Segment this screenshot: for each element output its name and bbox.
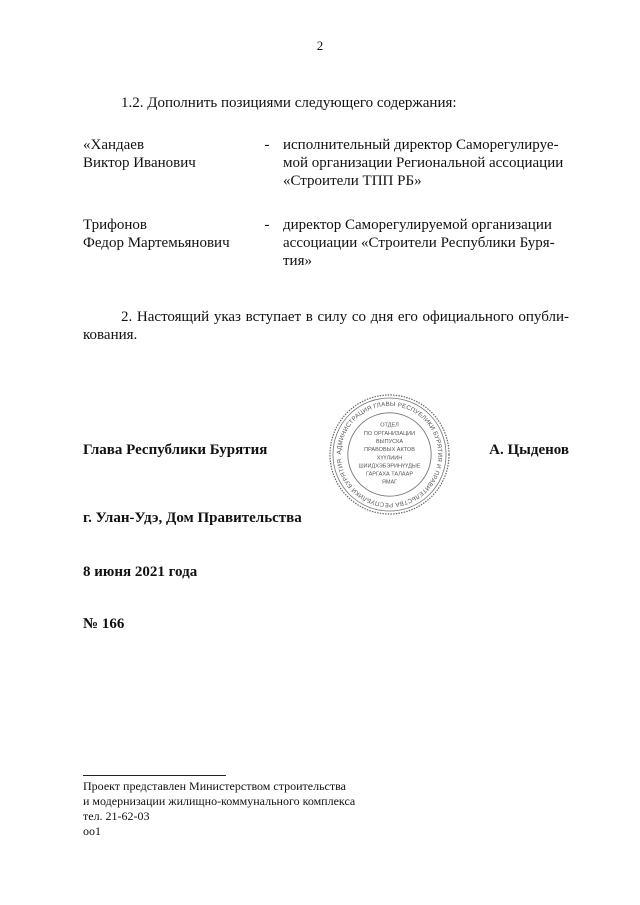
footnote-phone: тел. 21-62-03 [83, 809, 150, 823]
seal-center-text [358, 423, 420, 486]
member-2-desc-line-1: директор Саморегулируемой организации [283, 217, 552, 233]
member-1-desc-line-3: «Строители ТПП РБ» [283, 173, 422, 189]
member-2-given-name: Федор Мартемьянович [83, 235, 230, 251]
footnote-line-1: Проект представлен Министерством строительства [83, 779, 346, 793]
member-2-dash: - [264, 217, 270, 233]
seal-center-line: ВЫПУСКА [375, 438, 404, 445]
member-1-dash: - [264, 137, 270, 153]
footnote-line-2: и модернизации жилищно-коммунального комплекса [83, 794, 356, 808]
member-2-desc-line-2: ассоциации «Строители Республики Буря- [283, 235, 555, 251]
place-of-signing: г. Улан-Удэ, Дом Правительства [83, 510, 302, 526]
member-2-surname: Трифонов [83, 217, 147, 233]
signatory-title: Глава Республики Бурятия [83, 442, 268, 458]
clause-2-line-2: кования. [83, 327, 138, 343]
seal-center-line: ХҮҮЛИИН [376, 455, 403, 462]
member-1-desc-line-1: исполнительный директор Саморегулируе- [283, 137, 559, 153]
member-1-desc-line-2: мой организации Региональной ассоциации [283, 155, 564, 171]
seal-center-line: ПРАВОВЫХ АКТОВ [364, 447, 415, 454]
member-1-given-name: Виктор Иванович [83, 155, 196, 171]
clause-2-line-1: 2. Настоящий указ вступает в силу со дня его официального опубли- [121, 309, 569, 325]
official-seal-stamp [328, 393, 451, 516]
footnote-divider [83, 775, 226, 776]
page-number: 2 [316, 38, 324, 53]
decree-number: № 166 [83, 616, 125, 632]
seal-center-line: ОТДЕЛ [380, 422, 399, 429]
seal-center-line: ШИИДХЭБЭРИНҮҮДЫЕ [358, 463, 421, 470]
seal-center-line: ЯМАГ [381, 479, 398, 486]
footnote-code: оо1 [83, 824, 101, 838]
member-2-desc-line-3: тия» [283, 253, 312, 269]
member-1-surname: «Хандаев [83, 137, 145, 153]
seal-center-line: ГАРГАХА ТАЛААР [365, 471, 414, 478]
signatory-name: А. Цыденов [489, 442, 569, 458]
clause-1-2-intro: 1.2. Дополнить позициями следующего содержания: [121, 95, 457, 111]
seal-center-line: ПО ОРГАНИЗАЦИИ [363, 430, 416, 437]
decree-date: 8 июня 2021 года [83, 564, 198, 580]
seal-ring-text: АДМИНИСТРАЦИЯ ГЛАВЫ РЕСПУБЛИКИ БУРЯТИЯ И ПРАВИТЕЛЬСТВА РЕСПУБЛИКИ БУРЯТИЯ [335, 400, 444, 509]
